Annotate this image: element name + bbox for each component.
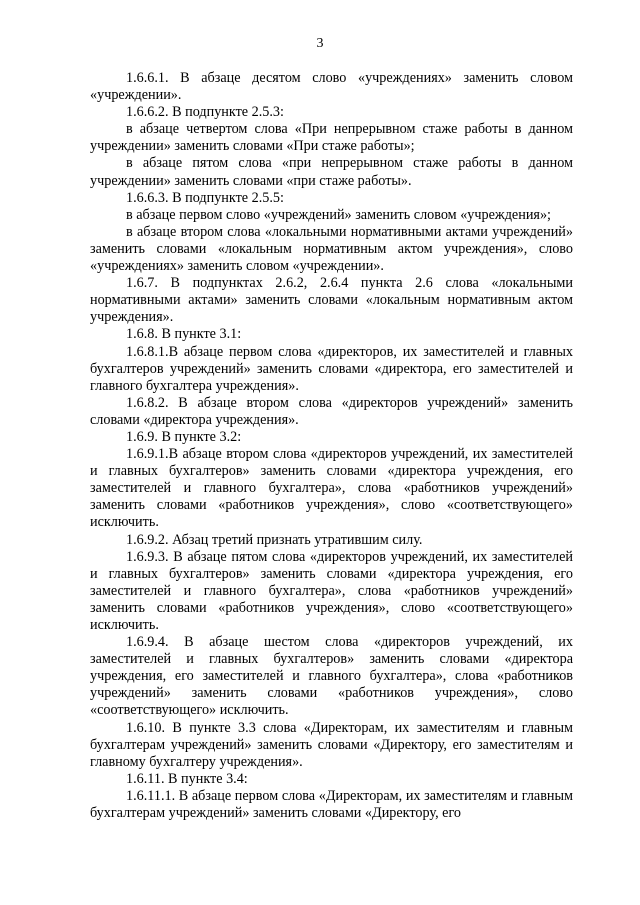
paragraph-1-6-6-3-abz2: в абзаце втором слова «локальными нормативными актами учреждений» заменить словами «локальным нормативным актом учреждения», слово «учреждениях» заменить словом «учреждении». bbox=[90, 223, 573, 275]
paragraph-1-6-6-2-abz4: в абзаце четвертом слова «При непрерывном стаже работы в данном учреждении» заменить словами «При стаже работы»; bbox=[90, 121, 573, 155]
paragraph-1-6-6-2-abz5: в абзаце пятом слова «при непрерывном стаже работы в данном учреждении» заменить словами «при стаже работы». bbox=[90, 155, 573, 189]
paragraph-1-6-7: 1.6.7. В подпунктах 2.6.2, 2.6.4 пункта 2.6 слова «локальными нормативными актами» заменить словами «локальным нормативным актом учреждения». bbox=[90, 275, 573, 326]
paragraph-1-6-9-1: 1.6.9.1.В абзаце втором слова «директоров учреждений, их заместителей и главных бухгалтеров» заменить словами «директора учреждения, его заместителей и главного бухгалтера», слова «работников учреждений» заменить словами «работников учреждения», слово «соответствующего» исключить. bbox=[90, 446, 573, 531]
paragraph-1-6-11: 1.6.11. В пункте 3.4: bbox=[126, 770, 248, 787]
paragraph-1-6-8: 1.6.8. В пункте 3.1: bbox=[126, 326, 242, 343]
paragraph-1-6-9-3: 1.6.9.3. В абзаце пятом слова «директоров учреждений, их заместителей и главных бухгалтеров» заменить словами «директора учреждения, его заместителей и главного бухгалтера», слова «работников учреждений» заменить словами «работников учреждения», слово «соответствующего» исключить. bbox=[90, 548, 573, 633]
paragraph-1-6-9: 1.6.9. В пункте 3.2: bbox=[126, 428, 242, 445]
document-body bbox=[90, 70, 573, 822]
paragraph-1-6-6-3: 1.6.6.3. В подпункте 2.5.5: bbox=[126, 189, 284, 206]
paragraph-1-6-8-1: 1.6.8.1.В абзаце первом слова «директоров, их заместителей и главных бухгалтеров учреждений» заменить словами «директора, его заместителей и главного бухгалтера учреждения». bbox=[90, 343, 573, 394]
page-number: 3 bbox=[316, 36, 324, 51]
paragraph-1-6-6-1: 1.6.6.1. В абзаце десятом слово «учреждениях» заменить словом «учреждении». bbox=[90, 70, 573, 104]
paragraph-1-6-6-2: 1.6.6.2. В подпункте 2.5.3: bbox=[126, 104, 284, 121]
paragraph-1-6-9-4: 1.6.9.4. В абзаце шестом слова «директоров учреждений, их заместителей и главных бухгалтеров» заменить словами «директора учреждения, его заместителей и главного бухгалтера», слова «работников учреждений» заменить словами «работников учреждения», слово «соответствующего» исключить. bbox=[90, 634, 573, 719]
paragraph-1-6-10: 1.6.10. В пункте 3.3 слова «Директорам, их заместителям и главным бухгалтерам учреждений» заменить словами «Директору, его заместителям и главному бухгалтеру учреждения». bbox=[90, 719, 573, 770]
paragraph-1-6-9-2: 1.6.9.2. Абзац третий признать утратившим силу. bbox=[126, 531, 423, 548]
paragraph-1-6-6-3-abz1: в абзаце первом слово «учреждений» заменить словом «учреждения»; bbox=[126, 206, 551, 223]
paragraph-1-6-11-1: 1.6.11.1. В абзаце первом слова «Директорам, их заместителям и главным бухгалтерам учреждений» заменить словами «Директору, его bbox=[90, 787, 573, 822]
paragraph-1-6-8-2: 1.6.8.2. В абзаце втором слова «директоров учреждений» заменить словами «директора учреждения». bbox=[90, 394, 573, 428]
